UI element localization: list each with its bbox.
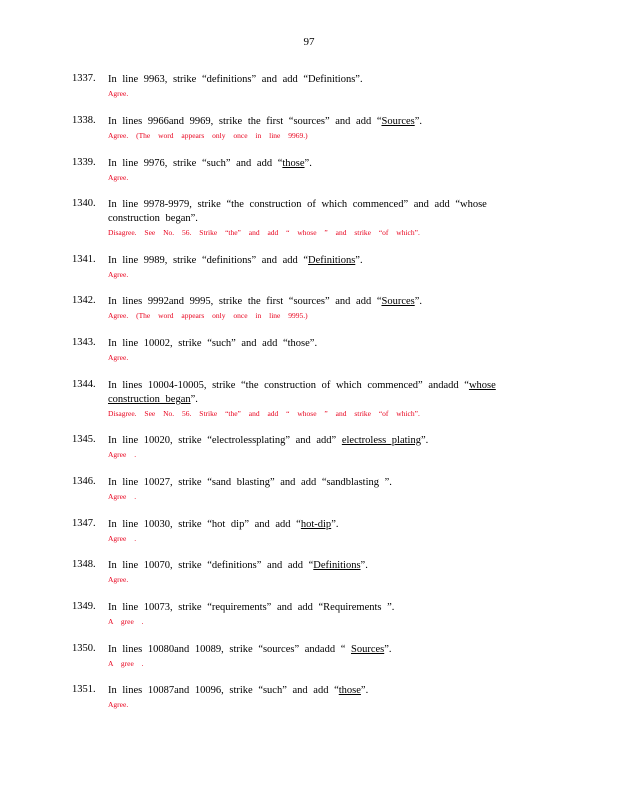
item-response: A gree . xyxy=(108,617,144,626)
item-text: In lines 10080and 10089, strike “sources” andadd “ Sources”. xyxy=(108,644,392,655)
item-response: Agree. xyxy=(108,700,129,709)
item-number: 1338. xyxy=(72,115,96,126)
item-number: 1347. xyxy=(72,518,96,529)
item-text: In line 10002, strike “such” and add “those”. xyxy=(108,338,318,349)
item-response: A gree . xyxy=(108,659,144,668)
item-text: In line 9989, strike “definitions” and add “Definitions”. xyxy=(108,255,363,266)
item-response: Agree . xyxy=(108,534,137,543)
item-number: 1337. xyxy=(72,73,96,84)
item-response: Disagree. See No. 56. Strike “the” and add “ whose ” and strike “of which”. xyxy=(108,409,420,418)
item-text: In line 10030, strike “hot dip” and add “hot-dip”. xyxy=(108,519,339,530)
item-response: Agree. xyxy=(108,270,129,279)
item-response: Agree. (The word appears only once in line 9969.) xyxy=(108,131,308,140)
item-number: 1350. xyxy=(72,643,96,654)
item-response: Disagree. See No. 56. Strike “the” and add “ whose ” and strike “of which”. xyxy=(108,228,420,237)
item-response: Agree. xyxy=(108,173,129,182)
item-response: Agree . xyxy=(108,492,137,501)
item-number: 1349. xyxy=(72,601,96,612)
item-number: 1341. xyxy=(72,254,96,265)
item-text: In line 10073, strike “requirements” and add “Requirements ”. xyxy=(108,602,395,613)
item-text: In lines 10087and 10096, strike “such” and add “those”. xyxy=(108,685,369,696)
item-response: Agree . xyxy=(108,450,137,459)
item-text: In line 9963, strike “definitions” and add “Definitions”. xyxy=(108,74,363,85)
item-text: In line 9976, strike “such” and add “those”. xyxy=(108,158,312,169)
item-number: 1343. xyxy=(72,337,96,348)
item-response: Agree. xyxy=(108,89,129,98)
item-text: In line 9978-9979, strike “the construction of which commenced” and add “whose construction began”. xyxy=(108,199,487,224)
item-number: 1340. xyxy=(72,198,96,209)
item-number: 1342. xyxy=(72,295,96,306)
item-text: In line 10027, strike “sand blasting” and add “sandblasting ”. xyxy=(108,477,392,488)
item-text: In lines 9966and 9969, strike the first “sources” and add “Sources”. xyxy=(108,116,423,127)
item-number: 1348. xyxy=(72,559,96,570)
item-number: 1346. xyxy=(72,476,96,487)
item-text: In lines 9992and 9995, strike the first “sources” and add “Sources”. xyxy=(108,296,423,307)
item-response: Agree. xyxy=(108,575,129,584)
item-number: 1339. xyxy=(72,157,96,168)
item-text: In lines 10004-10005, strike “the construction of which commenced” andadd “whose construction began”. xyxy=(108,380,496,405)
item-response: Agree. (The word appears only once in line 9995.) xyxy=(108,311,308,320)
item-number: 1351. xyxy=(72,684,96,695)
item-text: In line 10070, strike “definitions” and add “Definitions”. xyxy=(108,560,368,571)
item-text: In line 10020, strike “electrolessplating” and add” electroless plating”. xyxy=(108,435,429,446)
item-number: 1345. xyxy=(72,434,96,445)
page-number: 97 xyxy=(303,36,315,48)
item-response: Agree. xyxy=(108,353,129,362)
item-number: 1344. xyxy=(72,379,96,390)
